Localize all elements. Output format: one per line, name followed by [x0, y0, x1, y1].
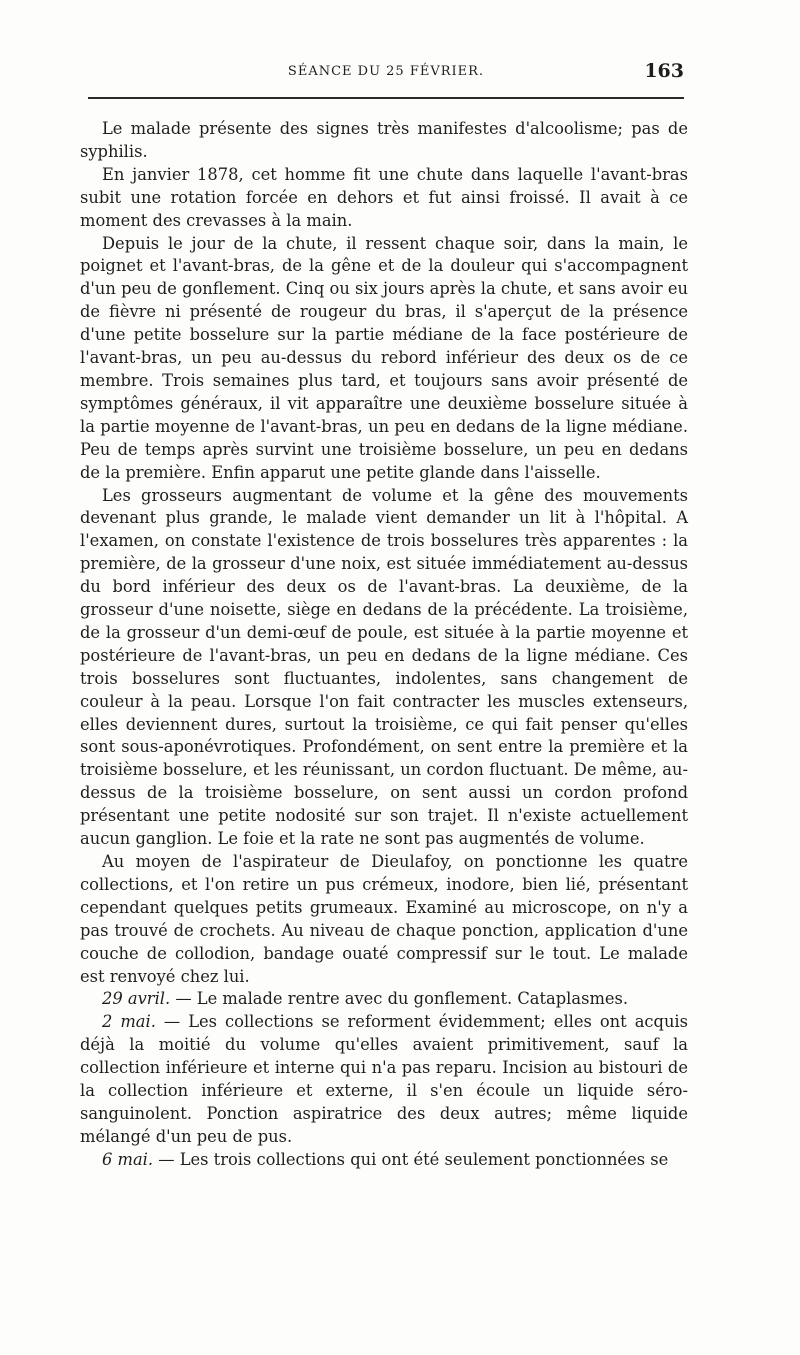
entry-date: 2 mai. [102, 1012, 156, 1032]
entry-text: — Le malade rentre avec du gonflement. Cataplasmes. [170, 989, 629, 1009]
entry-date: 6 mai. [102, 1149, 154, 1169]
page-number: 163 [644, 60, 684, 82]
paragraph-text: En janvier 1878, cet homme fit une chute dans laquelle l'avant-bras subit une rotation forcée en dehors et fut ainsi froissé. Il avait à ce moment des crevasses à la main. [80, 164, 688, 230]
running-title: SÉANCE DU 25 FÉVRIER. [287, 64, 485, 79]
paragraph-text: Au moyen de l'aspirateur de Dieulafoy, on ponctionne les quatre collections, et l'on retire un pus crémeux, inodore, bien lié, présentant cependant quelques petits grumeaux. Examiné au microscope, on n'y a pas trouvé de crochets. Au niveau de chaque ponction, application d'une couche de collodion, bandage ouaté compressif sur le tout. Le malade est renvoyé chez lui. [80, 852, 688, 986]
paragraph [80, 118, 688, 164]
paragraph-text: Le malade présente des signes très manifestes d'alcoolisme; pas de syphilis. [80, 119, 688, 161]
paragraph [80, 233, 688, 485]
dated-entry [80, 988, 688, 1011]
paragraph-text: Depuis le jour de la chute, il ressent chaque soir, dans la main, le poignet et l'avant-bras, de la gêne et de la douleur qui s'accompagnent d'un peu de gonflement. Cinq ou six jours après la chute, et sans avoir eu de fièvre ni présenté de rougeur du bras, il s'aperçut de la présence d'une petite bosselure sur la partie médiane de la face postérieure de l'avant-bras, un peu au-dessus du rebord inférieur des deux os de ce membre. Trois semaines plus tard, et toujours sans avoir présenté de symptômes généraux, il vit apparaître une deuxième bosselure située à la partie moyenne de l'avant-bras, un peu en dedans de la ligne médiane. Peu de temps après survint une troisième bosselure, un peu en dedans de la première. Enfin apparut une petite glande dans l'aisselle. [80, 233, 688, 482]
paragraph [80, 851, 688, 988]
paragraph-text: Les grosseurs augmentant de volume et la gêne des mouvements devenant plus grande, le malade vient demander un lit à l'hôpital. A l'examen, on constate l'existence de trois bosselures très apparentes : la première, de la grosseur d'une noix, est située immédiatement au-dessus du bord inférieur des deux os de l'avant-bras. La deuxième, de la grosseur d'une noisette, siège en dedans de la précédente. La troisième, de la grosseur d'un demi-œuf de poule, est située à la partie moyenne et postérieure de l'avant-bras, un peu en dedans de la ligne médiane. Ces trois bosselures sont fluctuantes, indolentes, sans changement de couleur à la peau. Lorsque l'on fait contracter les muscles extenseurs, elles deviennent dures, surtout la troisième, ce qui fait penser qu'elles sont sous-aponévrotiques. Profondément, on sent entre la première et la troisième bosselure, et les réunissant, un cordon fluctuant. De même, au-dessus de la troisième bosselure, on sent aussi un cordon profond présentant une petite nodosité sur son trajet. Il n'existe actuellement aucun ganglion. Le foie et la rate ne sont pas augmentés de volume. [80, 485, 688, 849]
header-rule [88, 97, 684, 99]
body-text [80, 118, 688, 1172]
paragraph [80, 485, 688, 852]
entry-text: — Les trois collections qui ont été seulement ponctionnées se [153, 1149, 669, 1169]
entry-date: 29 avril. [102, 989, 171, 1009]
dated-entry [80, 1149, 688, 1172]
running-head [88, 60, 684, 86]
entry-text: — Les collections se reforment évidemment; elles ont acquis déjà la moitié du volume qu'elles avaient primitivement, sauf la collection inférieure et interne qui n'a pas reparu. Incision au bistouri de la collection inférieure et externe, il s'en écoule un liquide séro-sanguinolent. Ponction aspiratrice des deux autres; même liquide mélangé d'un peu de pus. [80, 1012, 688, 1146]
paragraph [80, 164, 688, 233]
dated-entry [80, 1011, 688, 1148]
